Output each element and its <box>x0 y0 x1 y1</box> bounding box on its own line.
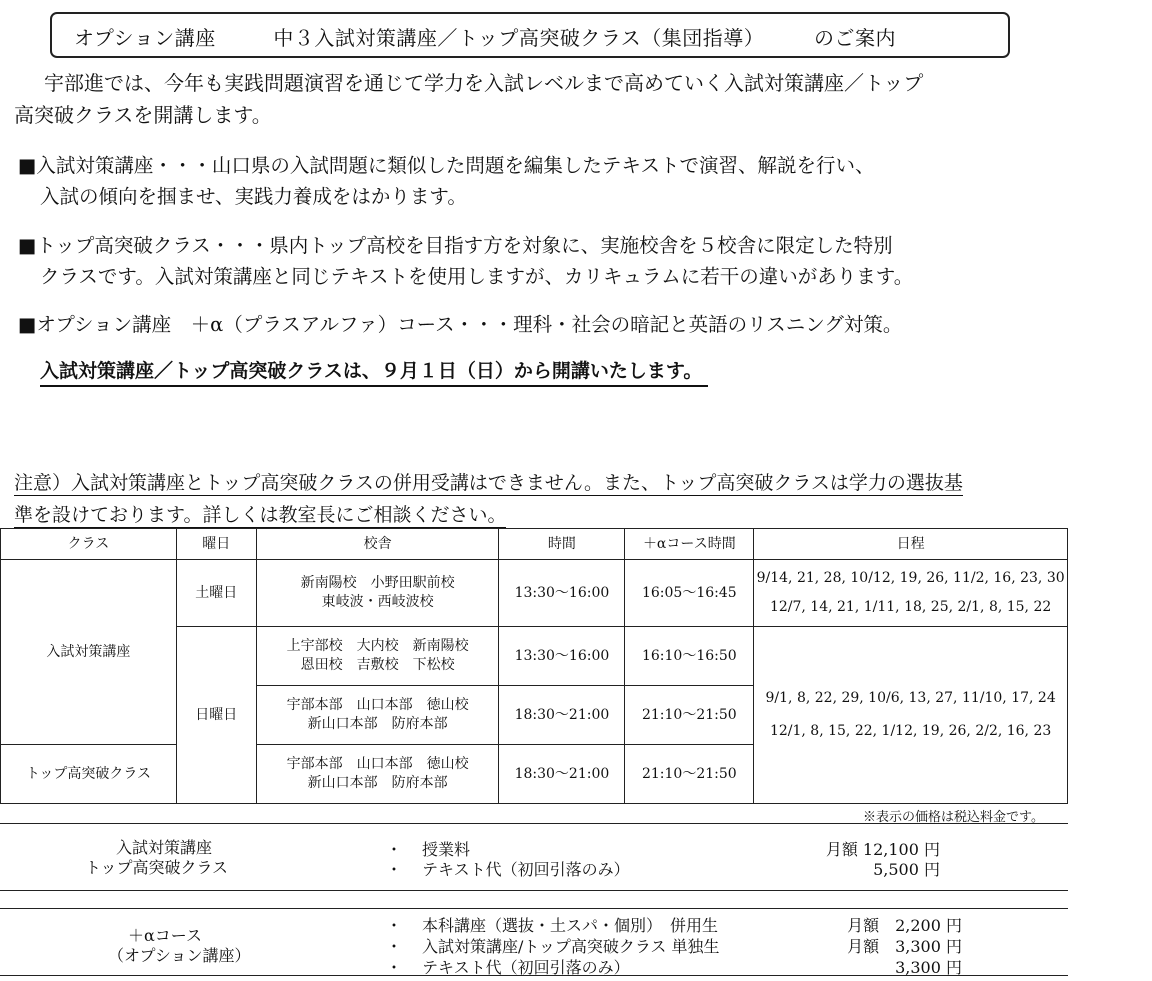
note-line1: 注意）入試対策講座とトップ高突破クラスの併用受講はできません。また、トップ高突破クラスは学力の選抜基 <box>14 472 963 494</box>
campus-cell <box>256 627 499 686</box>
day-saturday: 土曜日 <box>176 560 256 627</box>
title-part2: 中３入試対策講座／トップ高突破クラス（集団指導） <box>273 26 765 50</box>
bullet-nyushi-line2: 入試の傾向を掴ませ、実践力養成をはかります。 <box>40 185 467 208</box>
bullet-top-line1: ■トップ高突破クラス・・・県内トップ高校を目指す方を対象に、実施校舎を５校舎に限定した特別 <box>18 234 893 257</box>
campus-cell <box>256 745 499 804</box>
schedule-cell-sunday <box>754 627 1068 804</box>
fee2-item1: 本科講座（選抜・土スパ・個別） 併用生 <box>422 916 719 935</box>
bullet-dot: ・ <box>386 916 403 935</box>
fee1-price1: 月額 12,100 円 <box>825 840 940 859</box>
fee2-price1: 月額 2,200 円 <box>847 916 962 935</box>
campus-line: 新南陽校 小野田駅前校 <box>300 575 455 592</box>
time-cell: 13:30～16:00 <box>499 560 625 627</box>
header-schedule: 日程 <box>754 529 1068 560</box>
schedule-line: 12/1, 8, 15, 22, 1/12, 19, 26, 2/2, 16, 23 <box>769 723 1052 739</box>
header-alpha-time: ＋αコース時間 <box>625 529 754 560</box>
note-line2: 準を設けております。詳しくは教室長にご相談ください。 <box>14 504 507 526</box>
fee2-price2: 月額 3,300 円 <box>847 937 962 956</box>
campus-line: 上宇部校 大内校 新南陽校 <box>286 638 469 655</box>
page-title <box>74 22 896 51</box>
bullet-dot: ・ <box>386 958 403 977</box>
divider <box>0 890 1068 891</box>
bullet-nyushi-line1: ■入試対策講座・・・山口県の入試問題に類似した問題を編集したテキストで演習、解説を行い、 <box>18 154 875 177</box>
opening-notice: 入試対策講座／トップ高突破クラスは、９月１日（日）から開講いたします。 <box>40 356 708 387</box>
schedule-line: 9/14, 21, 28, 10/12, 19, 26, 11/2, 16, 23, 30 <box>756 570 1065 587</box>
fee1-name1: 入試対策講座 <box>116 838 213 857</box>
time-cell: 13:30～16:00 <box>499 627 625 686</box>
fee2-name2: （オプション講座） <box>108 946 251 965</box>
campus-line: 恩田校 吉敷校 下松校 <box>300 657 455 673</box>
campus-cell <box>256 560 499 627</box>
header-class: クラス <box>1 529 177 560</box>
campus-line: 東岐波・西岐波校 <box>321 594 434 610</box>
fee2-item3: テキスト代（初回引落のみ） <box>422 958 630 977</box>
day-sunday: 日曜日 <box>176 627 256 804</box>
bullet-dot: ・ <box>386 860 403 879</box>
header-campus: 校舎 <box>256 529 499 560</box>
intro-line1: 宇部進では、今年も実践問題演習を通じて学力を入試レベルまで高めていく入試対策講座／トップ <box>44 71 924 95</box>
title-part3: のご案内 <box>813 26 896 50</box>
divider <box>0 823 1068 824</box>
campus-line: 宇部本部 山口本部 徳山校 <box>286 756 469 773</box>
divider <box>0 975 1068 976</box>
title-part1: オプション講座 <box>74 26 216 50</box>
bullet-top-line2: クラスです。入試対策講座と同じテキストを使用しますが、カリキュラムに若干の違いがあります。 <box>40 265 914 288</box>
class-top: トップ高突破クラス <box>1 745 177 804</box>
campus-line: 新山口本部 防府本部 <box>307 716 448 732</box>
schedule-line: 12/7, 14, 21, 1/11, 18, 25, 2/1, 8, 15, 22 <box>769 599 1052 615</box>
schedule-cell-saturday <box>754 560 1068 627</box>
fee2-price3: 3,300 円 <box>895 958 962 977</box>
bullet-option: ■オプション講座 ＋α（プラスアルファ）コース・・・理科・社会の暗記と英語のリスニング対策。 <box>18 313 903 336</box>
fee2-name1: ＋αコース <box>128 926 203 945</box>
table-row <box>1 560 1068 627</box>
fee1-item1: 授業料 <box>422 840 471 859</box>
schedule-table <box>0 528 1068 804</box>
campus-line: 新山口本部 防府本部 <box>307 775 448 791</box>
fee1-price2: 5,500 円 <box>873 860 940 879</box>
alpha-time-cell: 16:05～16:45 <box>625 560 754 627</box>
time-cell: 18:30～21:00 <box>499 745 625 804</box>
intro-line2: 高突破クラスを開講します。 <box>14 103 272 127</box>
fee1-item2: テキスト代（初回引落のみ） <box>422 860 630 879</box>
fee1-name2: トップ高突破クラス <box>85 858 229 877</box>
schedule-line: 9/1, 8, 22, 29, 10/6, 13, 27, 11/10, 17, 24 <box>765 690 1056 707</box>
header-time: 時間 <box>499 529 625 560</box>
bullet-dot: ・ <box>386 937 403 956</box>
alpha-time-cell: 21:10～21:50 <box>625 686 754 745</box>
tax-note: ※表示の価格は税込料金です。 <box>863 810 1044 825</box>
alpha-time-cell: 21:10～21:50 <box>625 745 754 804</box>
divider <box>0 908 1068 909</box>
bullet-dot: ・ <box>386 840 403 859</box>
header-day: 曜日 <box>176 529 256 560</box>
time-cell: 18:30～21:00 <box>499 686 625 745</box>
table-header-row <box>1 529 1068 560</box>
fee2-item2: 入試対策講座/トップ高突破クラス 単独生 <box>422 937 720 956</box>
campus-line: 宇部本部 山口本部 徳山校 <box>286 697 469 714</box>
class-nyushi: 入試対策講座 <box>1 560 177 745</box>
alpha-time-cell: 16:10～16:50 <box>625 627 754 686</box>
campus-cell <box>256 686 499 745</box>
